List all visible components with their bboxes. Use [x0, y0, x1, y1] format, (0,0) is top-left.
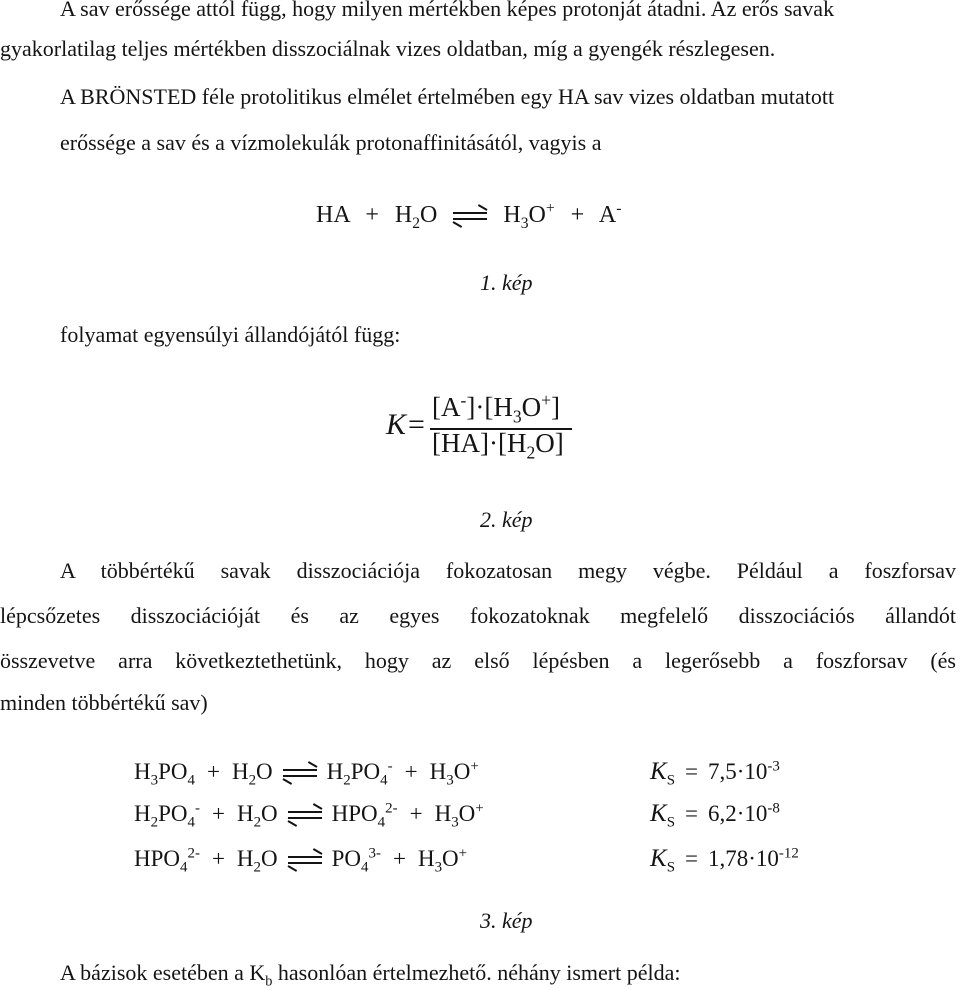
- paragraph-line: lépcsőzetes disszociációját és az egyes fokozatoknak megfelelő disszociációs állandót: [0, 603, 956, 628]
- reactant: $H_3PO_4$: [134, 758, 195, 789]
- equilibrium-arrow-icon: [283, 766, 317, 780]
- reactant: $HPO_4^{2-}$: [134, 845, 200, 876]
- paragraph-line: A sav erőssége attól függ, hogy milyen mértékben képes protonját átadni. Az erős savak: [60, 0, 835, 21]
- species-hydronium: $H_3O^+$: [503, 200, 555, 232]
- hydronium: $H_3O^+$: [417, 845, 468, 876]
- k-symbol: K: [386, 408, 407, 441]
- species-water: $H_2O$: [394, 202, 438, 232]
- plus-sign: +: [409, 800, 423, 826]
- plus-sign: +: [365, 202, 379, 228]
- hydronium: $H_3O^+$: [434, 800, 484, 831]
- equals-sign: =: [408, 408, 425, 441]
- dissociation-constant: $K_S = 6,2\cdot 10^{-8}$: [650, 800, 780, 831]
- equilibrium-arrow-icon: [288, 853, 322, 867]
- species-ha: HA: [316, 202, 350, 228]
- product: $H_2PO_4^-$: [326, 758, 393, 789]
- hydronium: $H_3O^+$: [429, 758, 479, 789]
- paragraph-line: A BRÖNSTED féle protolitikus elmélet értelmében egy HA sav vizes oldatban mutatott: [60, 84, 835, 109]
- reaction-row: [134, 845, 467, 876]
- dissociation-constant: $K_S = 7,5\cdot 10^{-3}$: [650, 758, 780, 789]
- reaction-row: [134, 800, 484, 831]
- reaction-row: [134, 758, 479, 789]
- product: $HPO_4^{2-}$: [331, 800, 398, 831]
- equilibrium-arrow-icon: [453, 209, 487, 223]
- dissociation-constant: $K_S = 1,78\cdot 10^{-12}$: [650, 845, 799, 876]
- plus-sign: +: [211, 800, 225, 826]
- paragraph-line: A többértékű savak disszociációja fokozatosan megy végbe. Például a foszforsav: [60, 558, 956, 583]
- paragraph-line: gyakorlatilag teljes mértékben disszociálnak vizes oldatban, míg a gyengék részlegesen.: [0, 36, 776, 61]
- plus-sign: +: [570, 202, 585, 228]
- paragraph-line: minden többértékű sav): [0, 690, 208, 715]
- species-anion: A-: [598, 200, 622, 228]
- fraction-numerator: $[A^-]\cdot[H_3O^+]$: [432, 390, 560, 427]
- paragraph-line: A bázisok esetében a $K_b$ hasonlóan értelmezhető. néhány ismert példa:: [60, 960, 681, 990]
- water: $H_2O$: [231, 758, 273, 789]
- water: $H_2O$: [236, 800, 278, 831]
- plus-sign: +: [206, 758, 220, 784]
- plus-sign: +: [392, 845, 406, 871]
- figure-caption: 1. kép: [480, 270, 533, 295]
- fraction-denominator: $[HA]\cdot[H_2O]$: [432, 428, 564, 463]
- equilibrium-equation: [316, 200, 621, 233]
- figure-caption: 2. kép: [480, 507, 533, 532]
- product: $PO_4^{3-}$: [331, 845, 381, 876]
- plus-sign: +: [404, 758, 418, 784]
- paragraph-line: folyamat egyensúlyi állandójától függ:: [60, 322, 401, 347]
- paragraph-line: erőssége a sav és a vízmolekulák protonaffinitásától, vagyis a: [60, 130, 602, 155]
- equilibrium-arrow-icon: [288, 808, 322, 822]
- water: $H_2O$: [236, 845, 278, 876]
- figure-caption: 3. kép: [480, 908, 533, 933]
- plus-sign: +: [211, 845, 225, 871]
- paragraph-line: összevetve arra következtethetünk, hogy az első lépésben a legerősebb a foszforsav (és: [0, 648, 956, 673]
- reactant: $H_2PO_4^-$: [134, 800, 200, 831]
